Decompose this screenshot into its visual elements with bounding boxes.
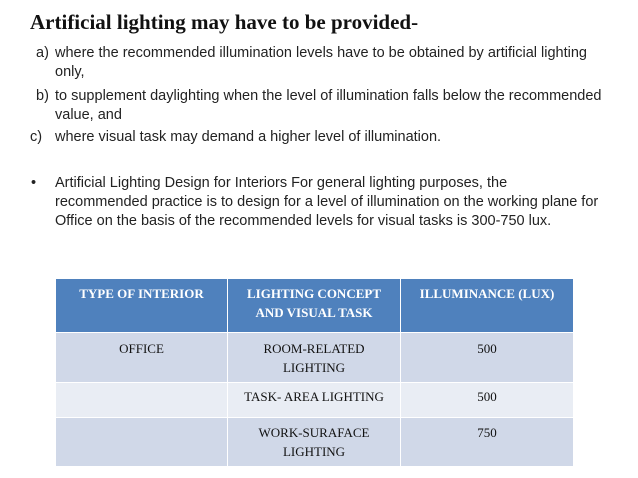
lighting-table (55, 278, 574, 467)
table-row (56, 333, 574, 383)
list-text-b: to supplement daylighting when the level of illumination falls below the recommended value, and (55, 88, 602, 123)
bullet-item (31, 174, 601, 231)
cell-concept: WORK-SURAFACE LIGHTING (228, 418, 401, 467)
list-text-c: where visual task may demand a higher level of illumination. (55, 129, 442, 145)
cell-concept: TASK- AREA LIGHTING (228, 383, 401, 418)
cell-concept: ROOM-RELATED LIGHTING (228, 333, 401, 383)
cell-lux: 750 (401, 418, 574, 467)
header-type-of-interior: TYPE OF INTERIOR (56, 279, 228, 333)
slide-title: Artificial lighting may have to be provided- (30, 10, 419, 34)
header-lighting-concept: LIGHTING CONCEPT AND VISUAL TASK (228, 279, 401, 333)
list-text-a: where the recommended illumination levels have to be obtained by artificial lighting only, (55, 45, 587, 80)
table-row (56, 383, 574, 418)
list-marker-b: b) (36, 88, 49, 104)
list-item-c (30, 128, 610, 147)
table-row (56, 418, 574, 467)
header-illuminance: ILLUMINANCE (LUX) (401, 279, 574, 333)
cell-type: OFFICE (56, 333, 228, 383)
bullet-icon: • (31, 175, 37, 191)
list-item-b (36, 87, 606, 125)
cell-lux: 500 (401, 333, 574, 383)
cell-type (56, 418, 228, 467)
list-item-a (36, 44, 606, 82)
cell-lux: 500 (401, 383, 574, 418)
bullet-text: Artificial Lighting Design for Interiors For general lighting purposes, the recommended practice is to design for a level of illumination on the working plane for Office on the basis of the recommended levels for visual tasks is 300-750 lux. (55, 175, 599, 229)
list-marker-c: c) (30, 129, 43, 145)
list-marker-a: a) (36, 45, 49, 61)
cell-type (56, 383, 228, 418)
table-header-row (56, 279, 574, 333)
